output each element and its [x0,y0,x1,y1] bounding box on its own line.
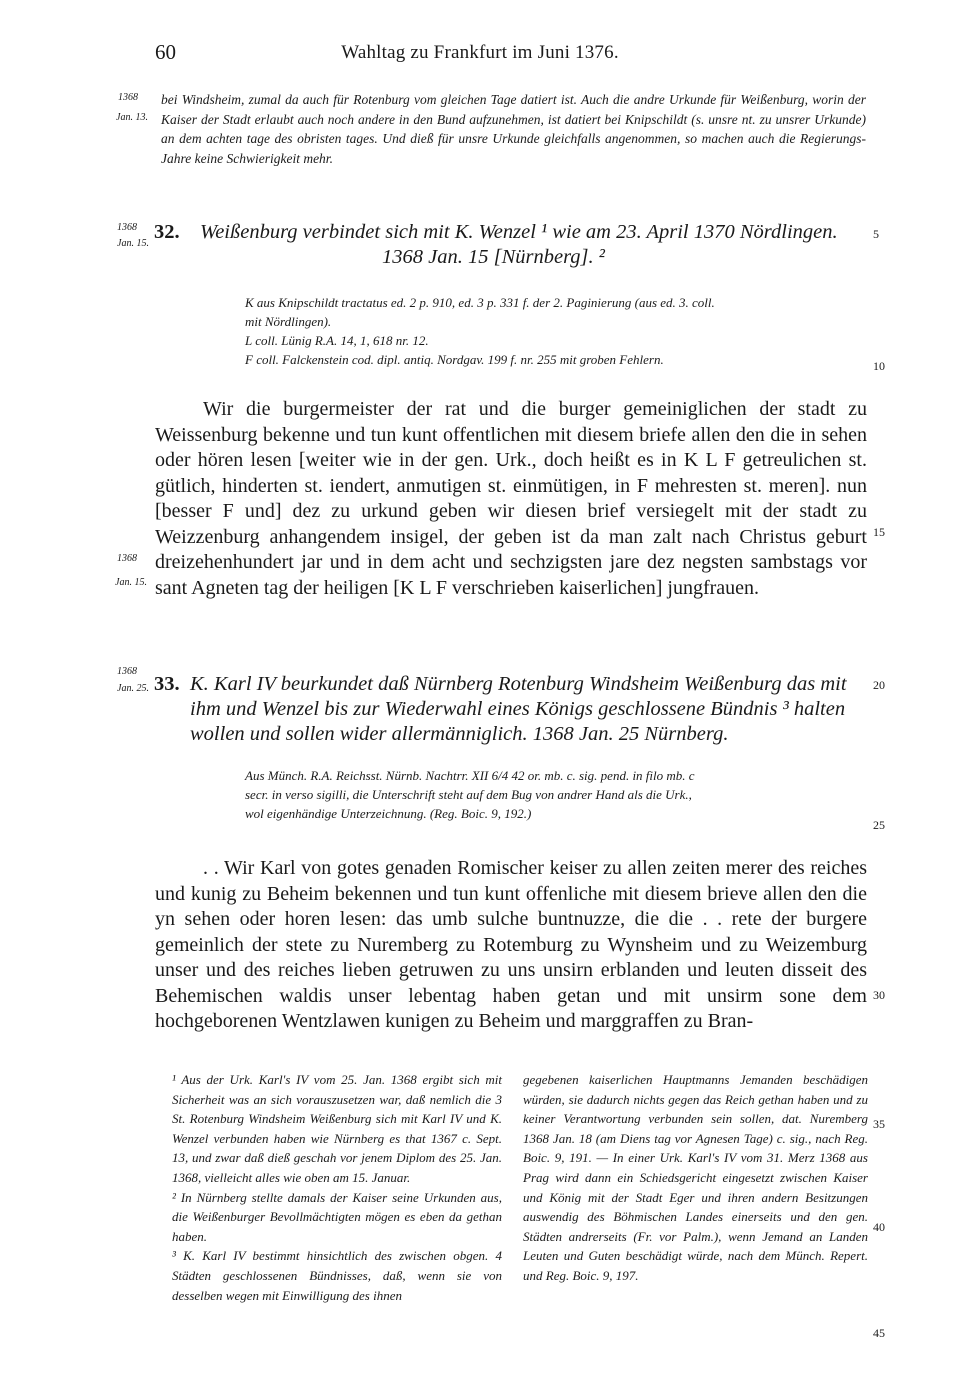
line-number: 35 [873,1117,885,1131]
margin-date: Jan. 13. [116,112,148,123]
line-number: 10 [873,359,885,373]
footnote: ² In Nürnberg stellte damals der Kaiser seine Urkunden aus, die Weißenburger Bevollmächtigten mögen es eben da gethan haben. [172,1189,502,1244]
sources-block [245,293,870,369]
footnote: ¹ Aus der Urk. Karl's IV vom 25. Jan. 1368 ergibt sich mit Sicherheit was an sich vorauszusetzen war, daß nemlich die 3 St. Rotenburg Windsheim Weißenburg sich mit Karl IV und K. Wenzel verbunden haben wie Nürnberg es that 1367 c. Sept. 13, und zwar daß dieß geschah vor jenem Diplom des 25. Jan. 1368, vielleicht alles wie oben am 15. Januar. [172,1072,502,1185]
margin-date: 1368 [117,553,137,564]
source-line: L coll. Lünig R.A. 14, 1, 618 nr. 12. [245,333,429,348]
footnotes-left [172,1070,502,1305]
line-number: 45 [873,1326,885,1340]
document-title-date: 1368 Jan. 15 [Nürnberg]. ² [382,246,605,268]
margin-date: Jan. 25. [117,683,149,694]
footnotes-right: gegebenen kaiserlichen Hauptmanns Jemanden beschädigen würden, sie dadurch nichts gegen das Reich gethan haben und zu keiner Verantwortung verbunden sein sollen, dat. Nuremberg 1368 Jan. 18 (am Diens tag vor Agnesen Tage) c. sig., nach Reg. Boic. 9, 191. — In einer Urk. Karl's IV vom 31. Merz 1368 aus Prag wird dann ein Schiedsgericht eingesetzt zwischen Kaiser und König mit der Stadt Eger und ihren andern Besitzungen auswendig des Böhmischen Landes einerseits und den gen. Städten andrerseits (Fr. vor Palm.), wenn Jemand an Landen Leuten und Guten beschädigt würde, nach dem Münch. Repert. und Reg. Boic. 9, 197. [523,1072,868,1283]
line-number: 15 [873,525,885,539]
line-number: 30 [873,988,885,1002]
source-line: F coll. Falckenstein cod. dipl. antiq. Nordgav. 199 f. nr. 255 mit groben Fehlern. [245,352,664,367]
margin-date: 1368 [117,666,137,677]
page-number: 60 [155,40,176,64]
document-title: K. Karl IV beurkundet daß Nürnberg Rotenburg Windsheim Weißenburg das mit ihm und Wenzel bis zur Wiederwahl eines Königs geschlossene Bündnis ³ halten wollen und sollen wider allermänniglich. 1368 Jan. 25 Nürnberg. [190,673,847,745]
document-number: 32. [154,221,180,243]
source-line: Aus Münch. R.A. Reichsst. Nürnb. Nachtrr. XII 6/4 42 or. mb. c. sig. pend. in filo mb. c [245,768,695,783]
source-line: mit Nördlingen). [245,314,332,329]
margin-date: Jan. 15. [115,577,147,588]
margin-date: 1368 [118,92,138,103]
footnote: ³ K. Karl IV bestimmt hinsichtlich des zwischen obgen. 4 Städten geschlossenen Bündnisses, daß, wenn sie von desselben wegen mit Einwilligung des ihnen [172,1248,502,1303]
source-line: wol eigenhändige Unterzeichnung. (Reg. Boic. 9, 192.) [245,806,532,821]
document-number: 33. [154,673,180,695]
line-number: 20 [873,678,885,692]
margin-date: Jan. 15. [117,238,149,249]
intro-paragraph: bei Windsheim, zumal da auch für Rotenburg vom gleichen Tage datiert ist. Auch die andre Urkunde für Weißenburg, worin der Kaiser der Stadt erlaubt auch noch andere in den Bund aufzunehmen, ist datiert bei Knipschildt (s. unsre nt. zu unsrer Urkunde) an dem achten tage des obristen tages. Und dieß für unsre Urkunde gleichfalls angenommen, so machen auch die Regierungs-Jahre keine Schwierigkeit mehr. [161,92,866,166]
line-number: 25 [873,818,885,832]
line-number: 5 [873,227,879,241]
document-text: Wir die burgermeister der rat und die burger gemeiniglichen der stadt zu Weissenburg bekenne und tun kunt offentlichen mit diesem briefe allen den die in sehen oder hören lesen [weiter wie in der gen. Urk., doch heißt es in K L F getreulichen st. gütlich, hinderten st. iendert, anmutigen st. einmütigen, in F mehresten st. meren]. nun [besser F und] dez zu urkund geben wir diesen brief versiegelt mit der stadt zu Weizzenburg anhangendem insigel, der geben ist da man zalt nach Christus geburt dreizehenhundert jar und in dem acht und sechzigsten jare dez negsten sambstags vor sant Agneten tag der heiligen [K L F verschrieben kaiserlichen] jungfrauen. [155,398,867,599]
margin-date: 1368 [117,222,137,233]
sources-block [245,766,870,823]
document-title: Weißenburg verbindet sich mit K. Wenzel ¹ wie am 23. April 1370 Nördlingen. [200,221,838,243]
document-text: . . Wir Karl von gotes genaden Romischer keiser zu allen zeiten merer des reiches und kunig zu Beheim bekennen und tun kunt offenliche mit diesem brieve allen den die yn sehen oder horen lesen: das umb sulche buntnuzze, die die . . rete der burgere gemeinlich der stete zu Nuremberg zu Rotemburg zu Wynsheim und zu Weizemburg unser und des reiches lieben getruwen zu uns unsirn erblanden und leuten disseit des Behemischen waldis unser lebentag haben getan und mit unsirm sone dem hochgeborenen Wentzlawen kunigen zu Beheim und marggraffen zu Bran- [155,857,867,1032]
source-line: secr. in verso sigilli, die Unterschrift steht auf dem Bug von andrer Hand als die Urk., [245,787,692,802]
running-title: Wahltag zu Frankfurt im Juni 1376. [341,42,619,63]
source-line: K aus Knipschildt tractatus ed. 2 p. 910, ed. 3 p. 331 f. der 2. Paginierung (aus ed. 3. coll. [245,295,715,310]
line-number: 40 [873,1220,885,1234]
